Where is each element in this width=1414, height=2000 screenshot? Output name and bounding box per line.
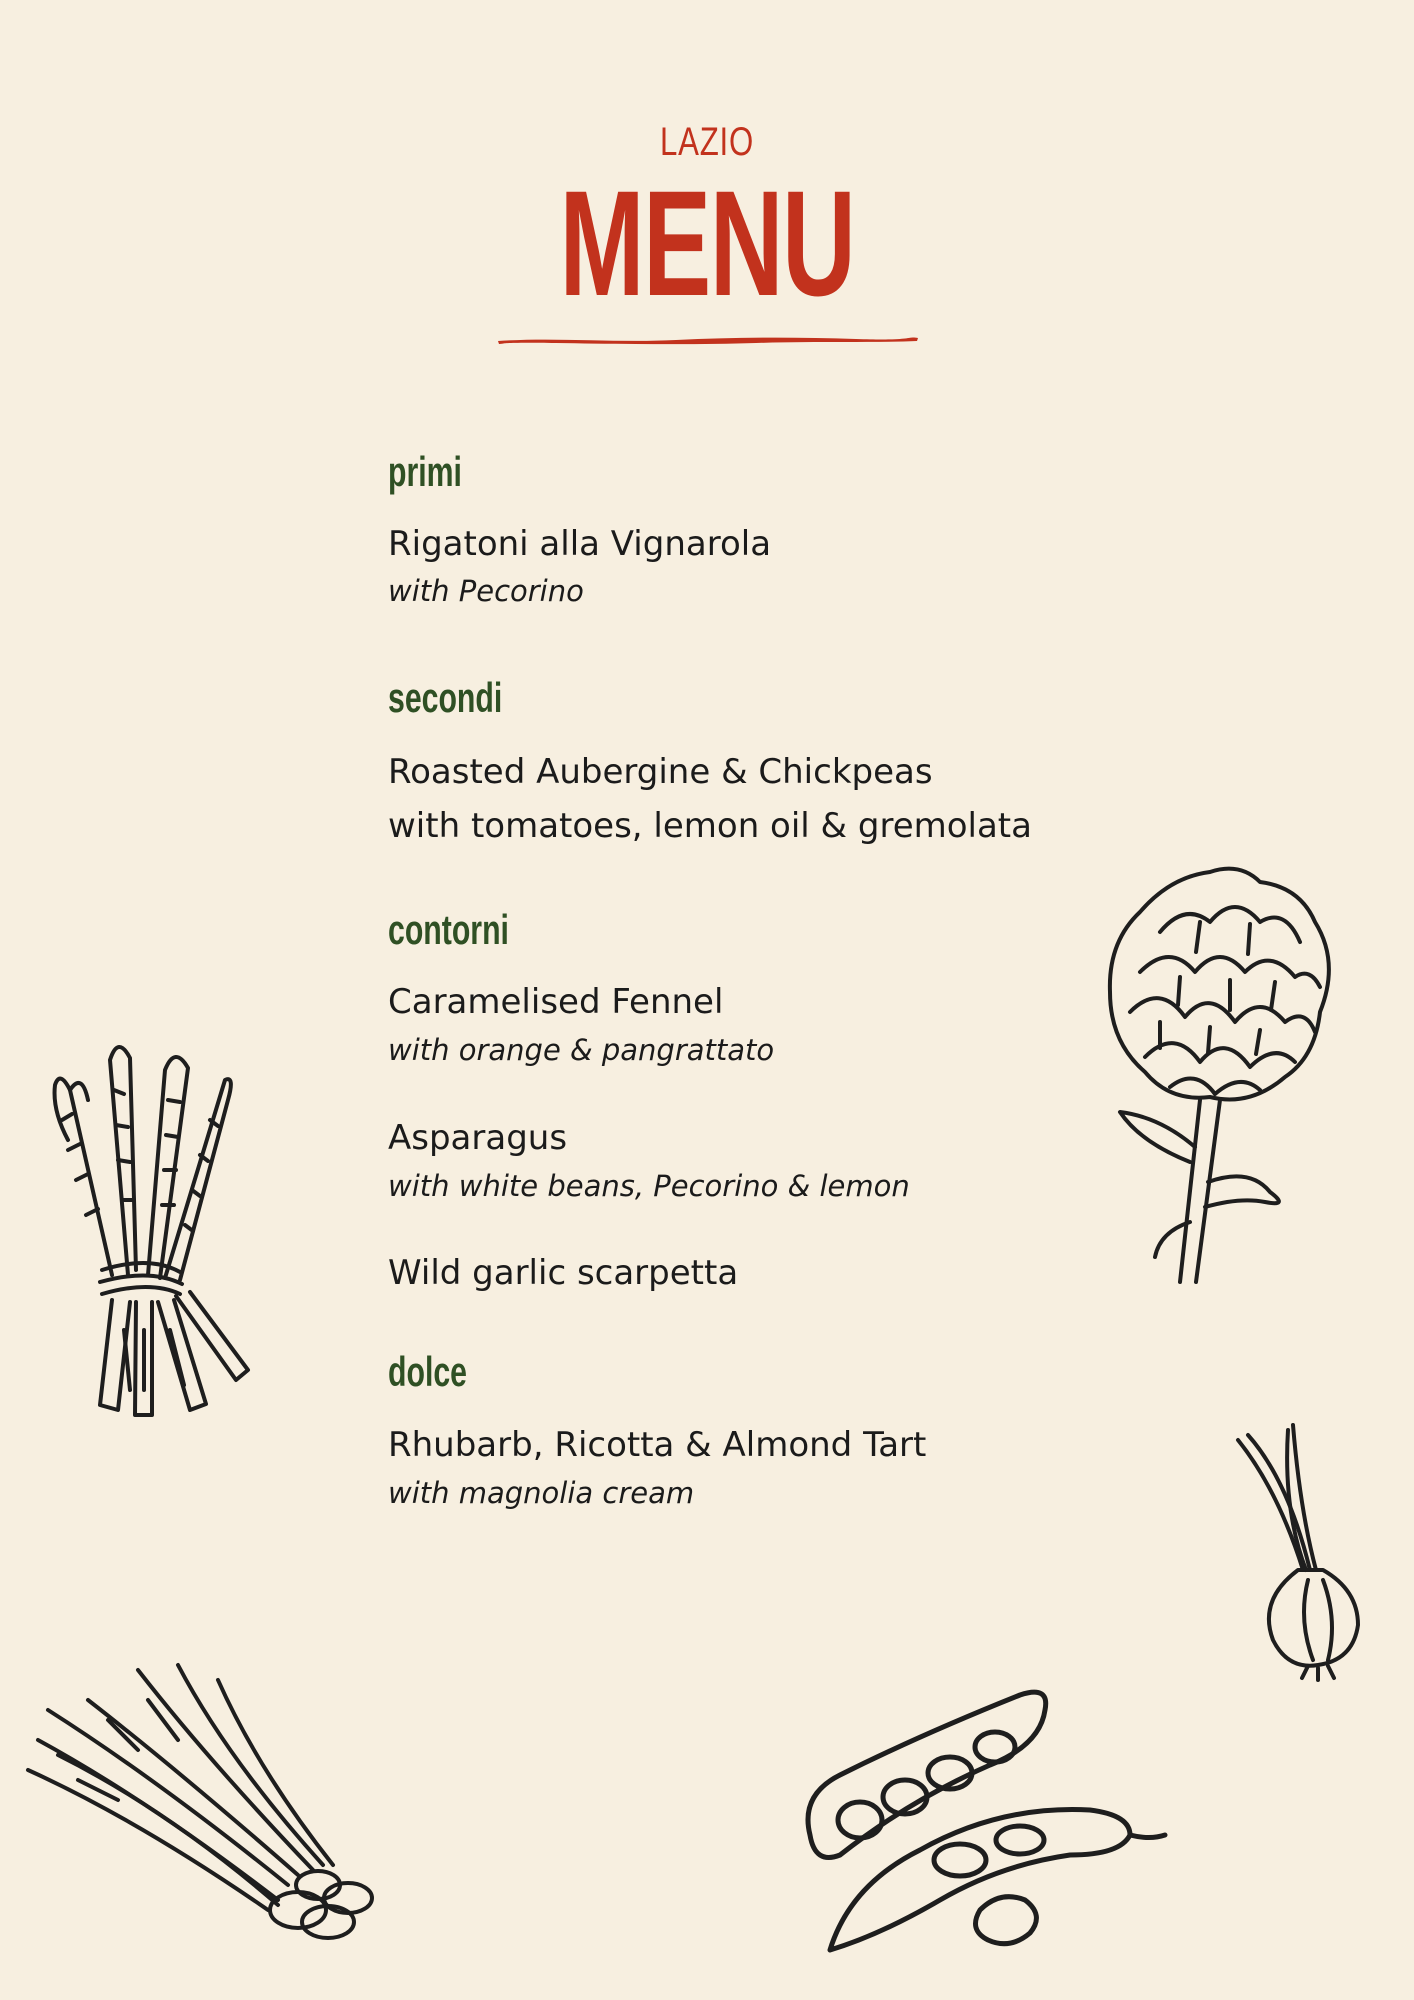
broad-bean-illustration — [800, 1685, 1170, 1960]
asparagus-illustration — [40, 1030, 250, 1420]
dish-note: with orange & pangrattato — [388, 1033, 775, 1067]
dish-note: with white beans, Pecorino & lemon — [388, 1169, 910, 1203]
garlic-illustration — [1228, 1420, 1378, 1680]
spring-onion-illustration — [28, 1660, 388, 1970]
section-title-dolce: dolce — [388, 1348, 467, 1395]
dish-note: with Pecorino — [388, 574, 584, 608]
artichoke-illustration — [1100, 862, 1340, 1288]
dish-name: Caramelised Fennel — [388, 982, 724, 1022]
dish-name: Wild garlic scarpetta — [388, 1253, 739, 1293]
dish-name: Asparagus — [388, 1118, 568, 1158]
section-title-primi: primi — [388, 448, 462, 495]
section-title-contorni: contorni — [388, 906, 509, 953]
dish-name: Roasted Aubergine & Chickpeas — [388, 752, 933, 792]
region-title: LAZIO — [659, 120, 755, 164]
dish-name: Rhubarb, Ricotta & Almond Tart — [388, 1425, 927, 1465]
dish-note: with magnolia cream — [388, 1476, 695, 1510]
page-title: MENU — [559, 159, 855, 327]
dish-name: Rigatoni alla Vignarola — [388, 524, 772, 564]
section-title-secondi: secondi — [388, 674, 503, 721]
title-underline — [496, 332, 920, 348]
dish-note: with tomatoes, lemon oil & gremolata — [388, 806, 1032, 846]
